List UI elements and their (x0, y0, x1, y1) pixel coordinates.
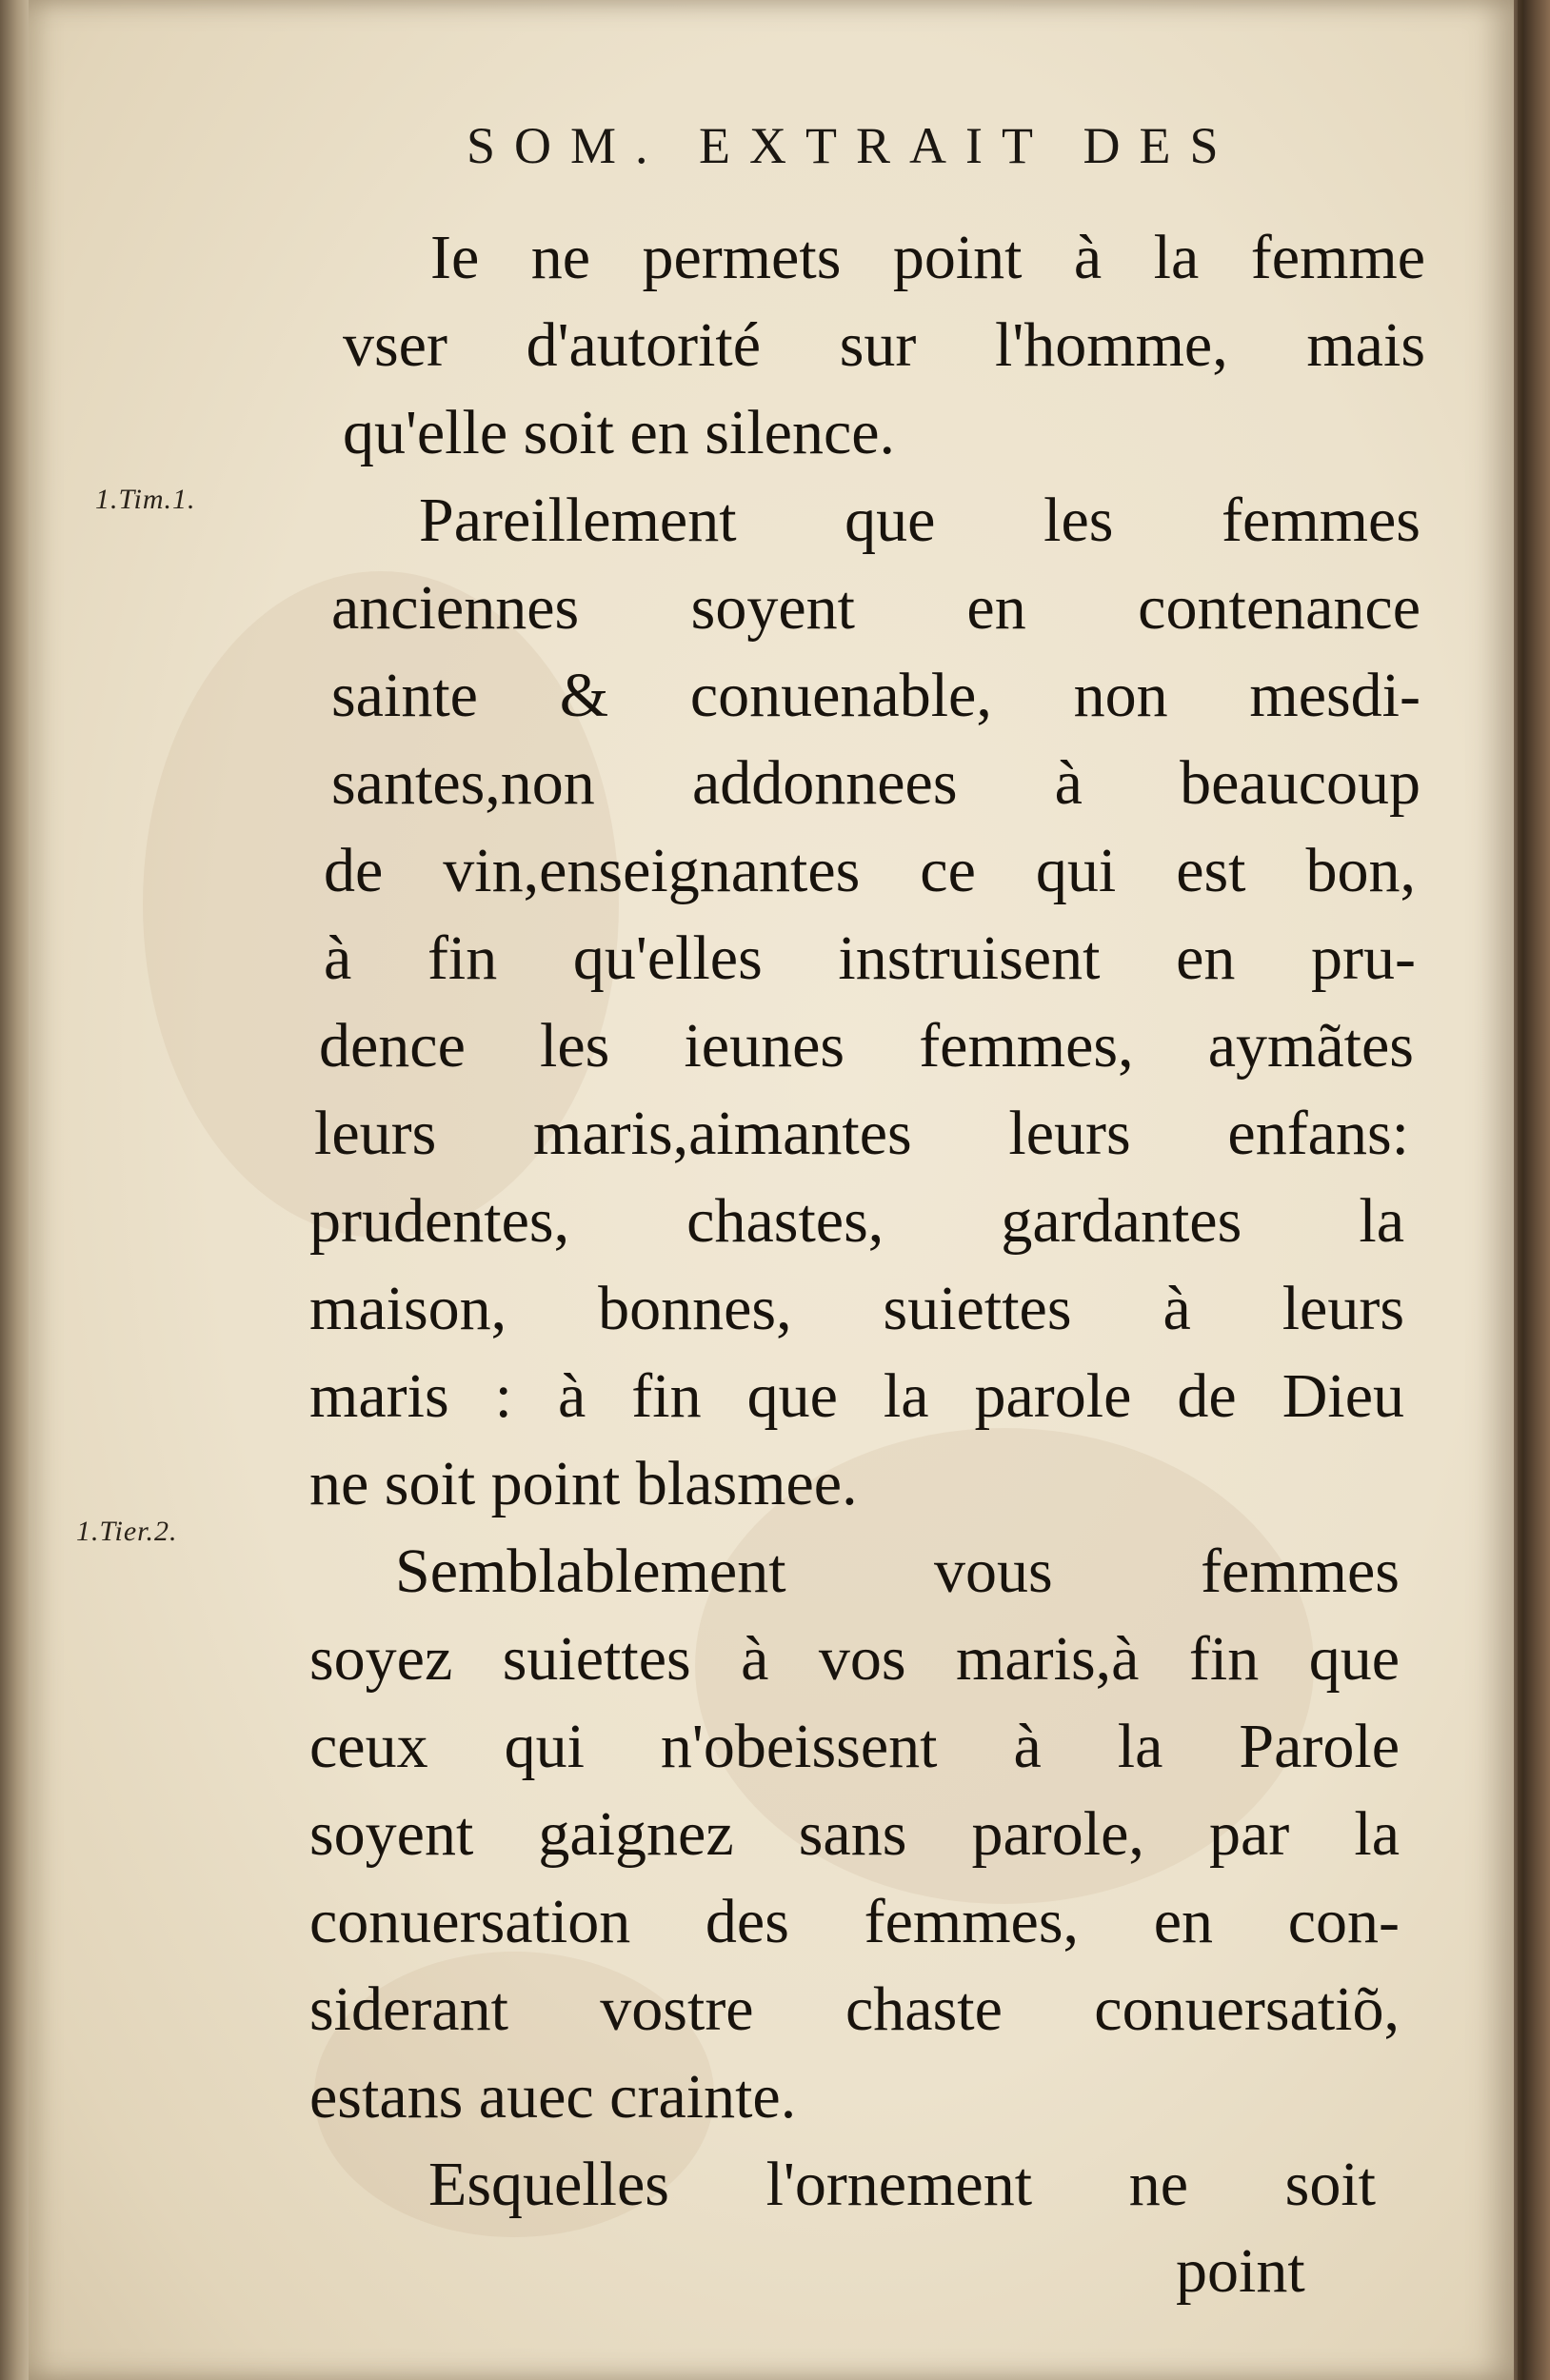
text-line: leurs maris,aimantes leurs enfans: (314, 1099, 1409, 1168)
text-line: Esquelles l'ornement ne soit (428, 2150, 1376, 2219)
margin-note-tier: 1.Tier.2. (76, 1516, 178, 1547)
text-line: qu'elle soit en silence. (343, 398, 896, 467)
text-line: vser d'autorité sur l'homme, mais (343, 310, 1425, 380)
text-line: santes,non addonnees à beaucoup (331, 748, 1421, 818)
text-line: ne soit point blasmee. (309, 1449, 858, 1518)
text-line: maison, bonnes, suiettes à leurs (309, 1274, 1404, 1343)
text-line: prudentes, chastes, gardantes la (309, 1186, 1404, 1256)
text-line: Semblablement vous femmes (395, 1537, 1400, 1606)
catchword: point (1176, 2236, 1305, 2306)
text-line: soyent gaignez sans parole, par la (309, 1799, 1400, 1869)
book-page (29, 0, 1514, 2380)
text-line: sainte & conuenable, non mesdi- (331, 661, 1421, 730)
binding-edge (1518, 0, 1523, 2380)
text-line: siderant vostre chaste conuersatiõ, (309, 1974, 1400, 2044)
running-head: SOM. EXTRAIT DES (467, 117, 1238, 174)
text-line: estans auec crainte. (309, 2062, 797, 2132)
text-line: dence les ieunes femmes, aymãtes (319, 1011, 1414, 1081)
margin-note-tim: 1.Tim.1. (95, 484, 196, 515)
text-line: anciennes soyent en contenance (331, 573, 1421, 643)
text-line: Pareillement que les femmes (419, 486, 1421, 555)
text-line: à fin qu'elles instruisent en pru- (324, 923, 1416, 993)
text-line: ceux qui n'obeissent à la Parole (309, 1712, 1400, 1781)
text-line: conuersation des femmes, en con- (309, 1887, 1400, 1956)
text-line: de vin,enseignantes ce qui est bon, (324, 836, 1416, 905)
text-line: maris : à fin que la parole de Dieu (309, 1361, 1404, 1431)
text-line: soyez suiettes à vos maris,à fin que (309, 1624, 1400, 1694)
text-line: Ie ne permets point à la femme (430, 223, 1425, 292)
